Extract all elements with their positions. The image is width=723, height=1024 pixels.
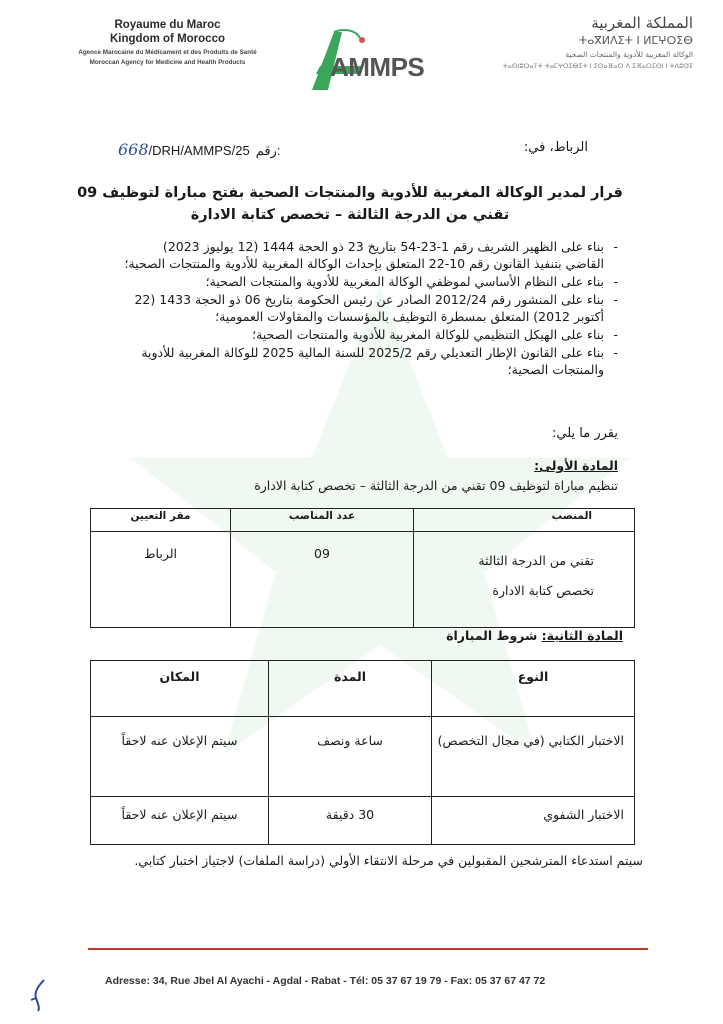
- decides-line: يقرر ما يلي:: [552, 426, 618, 441]
- reference-number: [118, 140, 280, 159]
- cell-duration: 30 دقيقة: [269, 797, 432, 845]
- cell-seat: الرباط: [91, 532, 231, 628]
- header-post: المنصب: [414, 509, 635, 532]
- list-item: - بناء على النظام الأساسي لموظفي الوكالة المغربية للأدوية والمنتجات الصحية؛: [123, 273, 618, 290]
- list-item: - بناء على الظهير الشريف رقم 1-23-54 بتاريخ 23 ذو الحجة 1444 (12 يوليوز 2023) القاضي بتنفيذ القانون رقم 10-22 المتعلق بإحداث الوكالة المغربية للأدوية والمنتجات الصحية؛: [123, 238, 618, 272]
- header-kingdom-en: Kingdom of Morocco: [110, 33, 225, 45]
- positions-table: [90, 508, 635, 628]
- article2-heading: [446, 628, 623, 643]
- header-kingdom-fr: Royaume du Maroc: [114, 19, 221, 31]
- reference-code: /DRH/AMMPS/25: [148, 143, 250, 158]
- header-seat: مقر التعيين: [91, 509, 231, 532]
- header-place: المكان: [91, 661, 269, 717]
- list-item: - بناء على المنشور رقم 2012/24 الصادر عن رئيس الحكومة بتاريخ 06 ذو الحجة 1433 (22 أكتوبر 2012) المتعلق بمسطرة التوظيف بالمؤسسات والمقاولات العمومية؛: [123, 291, 618, 325]
- list-item: - بناء على القانون الإطار التعديلي رقم 2025/2 للسنة المالية 2025 للوكالة المغربية للأدوية والمنتجات الصحية؛: [123, 344, 618, 378]
- header-agency-fr: Agence Marocaine du Médicament et des Produits de Santé: [78, 49, 257, 56]
- closing-note: سيتم استدعاء المترشحين المقبولين في مرحلة الانتقاء الأولي (دراسة الملفات) لاجتياز اختبار كتابي.: [134, 853, 643, 868]
- handwritten-mark-icon: [28, 978, 48, 1012]
- decision-title: قرار لمدير الوكالة المغربية للأدوية والمنتجات الصحية بفتح مباراة لتوظيف 09 تقني من الدرجة الثالثة – تخصص كتابة الادارة: [77, 185, 623, 223]
- city-date: الرباط، في:: [523, 140, 588, 155]
- considerations-list: [123, 238, 618, 379]
- table-row: [91, 532, 635, 628]
- cell-count: 09: [231, 532, 414, 628]
- table-header-row: [91, 661, 635, 717]
- table-row: [91, 797, 635, 845]
- header-type: النوع: [432, 661, 635, 717]
- post-specialty: تخصص كتابة الادارة: [492, 583, 594, 598]
- header-agency-en: Moroccan Agency for Medicine and Health Products: [89, 59, 246, 66]
- header-duration: المدة: [269, 661, 432, 717]
- cell-type: الاختبار الكتابي (في مجال التخصص): [432, 717, 635, 797]
- cell-post: [414, 532, 635, 628]
- footer-divider: [88, 948, 648, 950]
- table-row: [91, 717, 635, 797]
- header-right-block: [463, 14, 693, 70]
- article2-subtitle: شروط المباراة: [446, 628, 538, 643]
- handwritten-number: 668: [118, 140, 149, 159]
- cell-place: سيتم الإعلان عنه لاحقاً: [91, 717, 269, 797]
- cell-type: الاختبار الشفوي: [432, 797, 635, 845]
- cell-duration: ساعة ونصف: [269, 717, 432, 797]
- logo-wordmark: AMMPS: [330, 52, 425, 82]
- footer-address: Adresse: 34, Rue Jbel Al Ayachi - Agdal - Rabat - Tél: 05 37 67 19 79 - Fax: 05 37 67 47 72: [105, 975, 546, 987]
- header-agency-ar: الوكالة المغربية للأدوية والمنتجات الصحية: [565, 50, 693, 59]
- post-grade: تقني من الدرجة الثالثة: [478, 553, 594, 568]
- header-kingdom-tifinagh: ⵜⴰⴳⵍⴷⵉⵜ ⵏ ⵍⵎⵖⵔⵉⴱ: [578, 34, 693, 47]
- article1-heading: المادة الأولى:: [534, 458, 618, 473]
- header-kingdom-ar: المملكة المغربية: [591, 14, 693, 32]
- header-count: عدد المناصب: [231, 509, 414, 532]
- reference-label: رقم:: [255, 143, 281, 158]
- header-agency-tifinagh: ⵜⴰⵙⵏⵓⵔⴰⵢⵜ ⵜⴰⵎⵖⵔⵉⴱⵉⵜ ⵏ ⵉⵙⴰⴼⴰⵔ ⴷ ⵉⴼⴰⵔⵉⵙⵏ ⵏ ⵜⴷⵓⵙⵉ: [502, 62, 693, 70]
- article2-label: المادة الثانية:: [541, 628, 623, 643]
- exam-conditions-table: [90, 660, 635, 845]
- article1-text: تنظيم مباراة لتوظيف 09 تقني من الدرجة الثالثة – تخصص كتابة الادارة: [254, 478, 618, 493]
- table-header-row: [91, 509, 635, 532]
- list-item: - بناء على الهيكل التنظيمي للوكالة المغربية للأدوية والمنتجات الصحية؛: [123, 326, 618, 343]
- cell-place: سيتم الإعلان عنه لاحقاً: [91, 797, 269, 845]
- header-left-block: [40, 18, 295, 66]
